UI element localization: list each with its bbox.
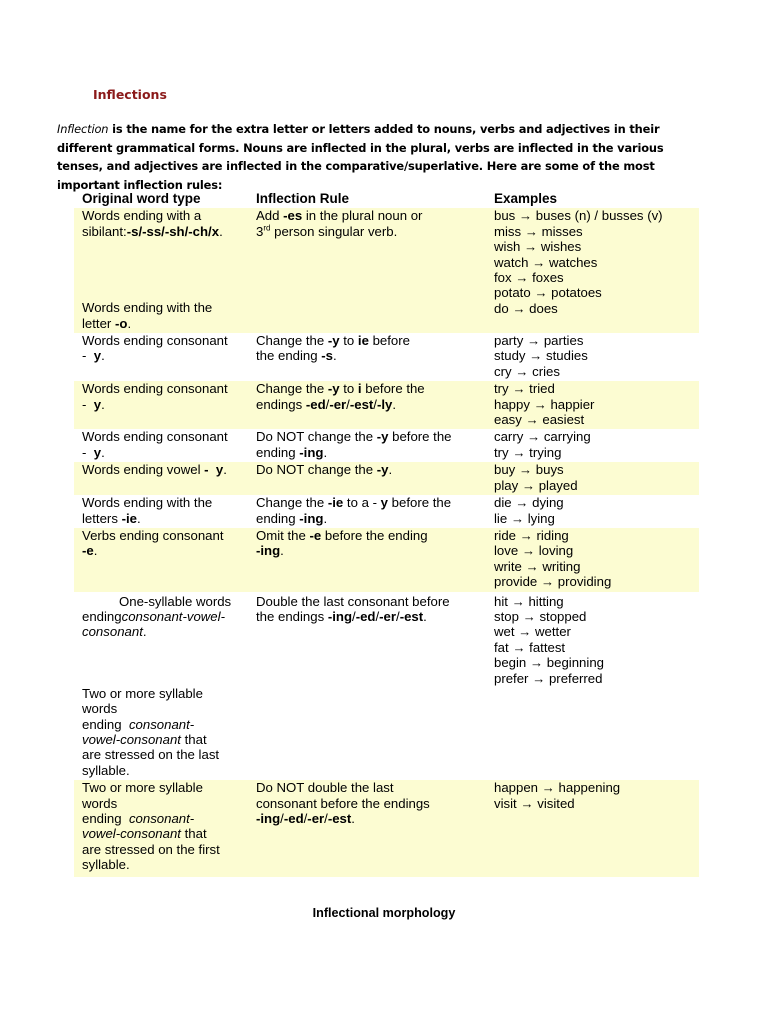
table-header-row bbox=[74, 188, 699, 208]
examples-cell: bus → buses (n) / busses (v) miss → misses wish → wishes watch → watches fox → foxes potato → potatoes do → does bbox=[486, 208, 699, 333]
rule-cell: Double the last consonant before the endings -ing/-ed/-er/-est. bbox=[248, 592, 486, 781]
header-original-word-type: Original word type bbox=[82, 191, 201, 206]
rule-cell: Do NOT change the -y. bbox=[248, 462, 486, 495]
inflection-rules-table bbox=[74, 188, 699, 877]
rule-cell: Add -es in the plural noun or 3rd person singular verb. bbox=[248, 208, 486, 333]
rule-cell: Do NOT change the -y before the ending -ing. bbox=[248, 429, 486, 462]
section-heading: Inflections bbox=[93, 87, 167, 102]
table-row bbox=[74, 495, 699, 528]
word-type-cell: Verbs ending consonant -e. bbox=[74, 528, 248, 592]
header-examples: Examples bbox=[494, 191, 558, 206]
rule-cell: Change the -y to ie before the ending -s. bbox=[248, 333, 486, 381]
examples-cell: party → parties study → studies cry → cries bbox=[486, 333, 699, 381]
word-type-cell: Two or more syllable words ending consonant- vowel-consonant that are stressed on the first syllable. bbox=[74, 780, 248, 876]
word-type-cell: Words ending consonant - y. bbox=[74, 381, 248, 429]
examples-cell: buy → buys play → played bbox=[486, 462, 699, 495]
table-row bbox=[74, 208, 699, 333]
examples-cell: try → tried happy → happier easy → easiest bbox=[486, 381, 699, 429]
rule-cell: Omit the -e before the ending -ing. bbox=[248, 528, 486, 592]
intro-text: is the name for the extra letter or letters added to nouns, verbs and adjectives in their different grammatical forms. Nouns are inflected in the plural, verbs are inflected in the various tenses, and adjectives are inflected in the comparative/superlative. Here are some of the most important inflection rules: bbox=[57, 122, 664, 192]
examples-cell: die → dying lie → lying bbox=[486, 495, 699, 528]
table-row bbox=[74, 780, 699, 876]
table-row bbox=[74, 333, 699, 381]
word-type-cell: Words ending consonant - y. bbox=[74, 429, 248, 462]
word-type-cell: One-syllable words endingconsonant-vowel- consonant. Two or more syllable words ending consonant- vowel-consonant that are stressed on the last syllable. bbox=[74, 592, 248, 781]
intro-paragraph bbox=[57, 120, 707, 194]
intro-lead-term: Inflection bbox=[57, 122, 109, 136]
table-row bbox=[74, 429, 699, 462]
table-row bbox=[74, 592, 699, 781]
word-type-cell: Words ending with a sibilant:-s/-ss/-sh/-ch/x. Words ending with the letter -o. bbox=[74, 208, 248, 333]
examples-cell: carry → carrying try → trying bbox=[486, 429, 699, 462]
header-inflection-rule: Inflection Rule bbox=[256, 191, 350, 206]
table-row bbox=[74, 381, 699, 429]
rule-cell: Change the -y to i before the endings -ed/-er/-est/-ly. bbox=[248, 381, 486, 429]
rule-cell: Change the -ie to a - y before the ending -ing. bbox=[248, 495, 486, 528]
caption-heading: Inflectional morphology bbox=[312, 906, 456, 920]
examples-cell: happen → happening visit → visited bbox=[486, 780, 699, 876]
examples-cell: ride → riding love → loving write → writing provide → providing bbox=[486, 528, 699, 592]
word-type-cell: Words ending with the letters -ie. bbox=[74, 495, 248, 528]
examples-cell: hit → hitting stop → stopped wet → wetter fat → fattest begin → beginning prefer → preferred bbox=[486, 592, 699, 781]
table-row bbox=[74, 528, 699, 592]
word-type-cell: Words ending vowel - y. bbox=[74, 462, 248, 495]
table-row bbox=[74, 462, 699, 495]
word-type-cell: Words ending consonant - y. bbox=[74, 333, 248, 381]
rule-cell: Do NOT double the last consonant before the endings -ing/-ed/-er/-est. bbox=[248, 780, 486, 876]
